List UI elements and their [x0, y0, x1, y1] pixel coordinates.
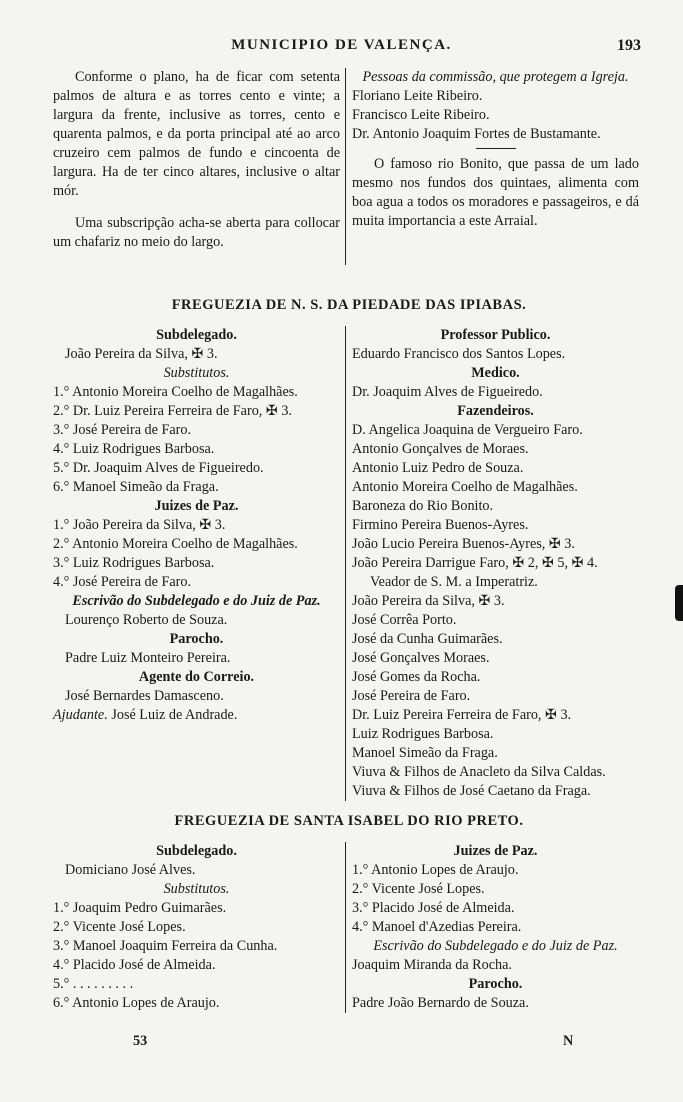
list-item: 2.° Vicente José Lopes.: [53, 919, 186, 935]
page-number: 193: [617, 37, 641, 54]
escrivao-name: Lourenço Roberto de Souza.: [65, 612, 228, 628]
list-item: 6.° Manoel Simeão da Fraga.: [53, 479, 219, 495]
parocho-heading: Parocho.: [169, 631, 224, 647]
subdelegado-heading: Subdelegado.: [156, 843, 237, 859]
ipiabas-section: [53, 326, 645, 801]
page-header: [40, 36, 643, 60]
list-item: João Lucio Pereira Buenos-Ayres, ✠ 3.: [352, 536, 575, 552]
correio-heading: Agente do Correio.: [138, 669, 255, 685]
medico-name: Dr. Joaquim Alves de Figueiredo.: [352, 384, 543, 400]
top-right-column: [345, 68, 639, 265]
running-title: MUNICIPIO DE VALENÇA.: [231, 37, 452, 53]
rio-bonito-paragraph: O famoso rio Bonito, que passa de um lado mesmo nos fundos dos quintaes, alimenta com boa agua a todos os moradores e passageiros, e dá muita importancia a este Arraial.: [352, 156, 639, 229]
list-item: 1.° João Pereira da Silva, ✠ 3.: [53, 517, 226, 533]
list-item: 1.° Joaquim Pedro Guimarães.: [53, 900, 227, 916]
list-item: Antonio Moreira Coelho de Magalhães.: [352, 479, 578, 495]
list-item: 4.° José Pereira de Faro.: [53, 574, 192, 590]
substitutos-heading: Substitutos.: [163, 365, 230, 381]
juizes-heading: Juizes de Paz.: [154, 498, 239, 514]
list-item: 1.° Antonio Lopes de Araujo.: [352, 862, 519, 878]
parocho-name: Padre Luiz Monteiro Pereira.: [65, 650, 231, 666]
subdelegado-name: Domiciano José Alves.: [65, 862, 196, 878]
list-item: José Gomes da Rocha.: [352, 669, 481, 685]
ipiabas-right-column: [345, 326, 639, 801]
list-item: Manoel Simeão da Fraga.: [352, 745, 498, 761]
list-item: Dr. Luiz Pereira Ferreira de Faro, ✠ 3.: [352, 707, 572, 723]
list-item: Antonio Luiz Pedro de Souza.: [352, 460, 524, 476]
isabel-left-column: [53, 842, 345, 1013]
list-item: 3.° Luiz Rodrigues Barbosa.: [53, 555, 215, 571]
list-item: Firmino Pereira Buenos-Ayres.: [352, 517, 529, 533]
list-item: D. Angelica Joaquina de Vergueiro Faro.: [352, 422, 583, 438]
escrivao-heading: Escrivão do Subdelegado e do Juiz de Paz.: [72, 593, 321, 609]
list-item: Baroneza do Rio Bonito.: [352, 498, 494, 514]
isabel-section: [53, 842, 645, 1013]
list-item: Luiz Rodrigues Barbosa.: [352, 726, 494, 742]
ipiabas-left-column: [53, 326, 345, 801]
top-left-column: [53, 68, 345, 265]
ink-blot: [675, 585, 683, 621]
ipiabas-section-title: FREGUEZIA DE N. S. DA PIEDADE DAS IPIABAS.: [171, 297, 527, 313]
subdelegado-name: João Pereira da Silva, ✠ 3.: [65, 346, 218, 362]
correio-agent: José Bernardes Damasceno.: [65, 688, 224, 704]
list-item: 3.° Placido José de Almeida.: [352, 900, 515, 916]
escrivao-name: Joaquim Miranda da Rocha.: [352, 957, 512, 973]
subdelegado-heading: Subdelegado.: [156, 327, 237, 343]
list-item: José Corrêa Porto.: [352, 612, 457, 628]
list-item: 3.° Manoel Joaquim Ferreira da Cunha.: [53, 938, 278, 954]
professor-name: Eduardo Francisco dos Santos Lopes.: [352, 346, 566, 362]
ajudante-label: Ajudante.: [53, 707, 108, 723]
church-description: Conforme o plano, ha de ficar com setenta palmos de altura e as torres cento e vinte; a largura da frente, inclusive as torres, cento e quarenta palmos, e da porta principal até ao arco cruzeiro cem palmos de fundo e cincoenta de largura. Ha de ter cinco altares, inclusive o altar mór.: [53, 69, 340, 199]
list-item: João Pereira da Silva, ✠ 3.: [352, 593, 505, 609]
signature-mark-left: 53: [133, 1033, 148, 1049]
list-item: José da Cunha Guimarães.: [352, 631, 503, 647]
commission-member: Francisco Leite Ribeiro.: [352, 107, 490, 123]
list-item: Viuva & Filhos de Anacleto da Silva Caldas.: [352, 764, 606, 780]
commission-member: Dr. Antonio Joaquim Fortes de Bustamante.: [352, 126, 601, 142]
signature-mark-right: N: [563, 1033, 574, 1049]
list-item: 5.° Dr. Joaquim Alves de Figueiredo.: [53, 460, 264, 476]
top-section: [53, 68, 645, 265]
escrivao-heading: Escrivão do Subdelegado e do Juiz de Paz.: [373, 938, 618, 954]
fazendeiros-heading: Fazendeiros.: [457, 403, 534, 419]
list-item: 2.° Dr. Luiz Pereira Ferreira de Faro, ✠ 3.: [53, 403, 292, 419]
commission-member: Floriano Leite Ribeiro.: [352, 88, 483, 104]
professor-heading: Professor Publico.: [440, 327, 551, 343]
list-item: José Pereira de Faro.: [352, 688, 471, 704]
medico-heading: Medico.: [471, 365, 520, 381]
list-item: 4.° Manoel d'Azedias Pereira.: [352, 919, 522, 935]
ajudante-name: José Luiz de Andrade.: [111, 707, 238, 723]
parocho-name: Padre João Bernardo de Souza.: [352, 995, 529, 1011]
section-divider: [476, 148, 516, 149]
list-item: 6.° Antonio Lopes de Araujo.: [53, 995, 220, 1011]
list-item: Antonio Gonçalves de Moraes.: [352, 441, 529, 457]
isabel-right-column: [345, 842, 639, 1013]
list-item: Viuva & Filhos de José Caetano da Fraga.: [352, 783, 591, 799]
commission-heading: Pessoas da commissão, que protegem a Igreja.: [362, 69, 629, 85]
substitutos-heading: Substitutos.: [163, 881, 230, 897]
list-item: 2.° Vicente José Lopes.: [352, 881, 485, 897]
parocho-heading: Parocho.: [468, 976, 523, 992]
fountain-subscription: Uma subscripção acha-se aberta para collocar um chafariz no meio do largo.: [53, 215, 340, 250]
list-item: José Gonçalves Moraes.: [352, 650, 490, 666]
list-item: 4.° Luiz Rodrigues Barbosa.: [53, 441, 215, 457]
list-item: João Pereira Darrigue Faro, ✠ 2, ✠ 5, ✠ 4. Veador de S. M. a Imperatriz.: [352, 555, 598, 590]
list-item: 3.° José Pereira de Faro.: [53, 422, 192, 438]
list-item: 5.° . . . . . . . . .: [53, 976, 134, 992]
isabel-section-title: FREGUEZIA DE SANTA ISABEL DO RIO PRETO.: [174, 813, 524, 829]
list-item: 4.° Placido José de Almeida.: [53, 957, 216, 973]
list-item: 1.° Antonio Moreira Coelho de Magalhães.: [53, 384, 298, 400]
list-item: 2.° Antonio Moreira Coelho de Magalhães.: [53, 536, 298, 552]
ajudante-line: [53, 706, 340, 725]
juizes-heading: Juizes de Paz.: [453, 843, 538, 859]
